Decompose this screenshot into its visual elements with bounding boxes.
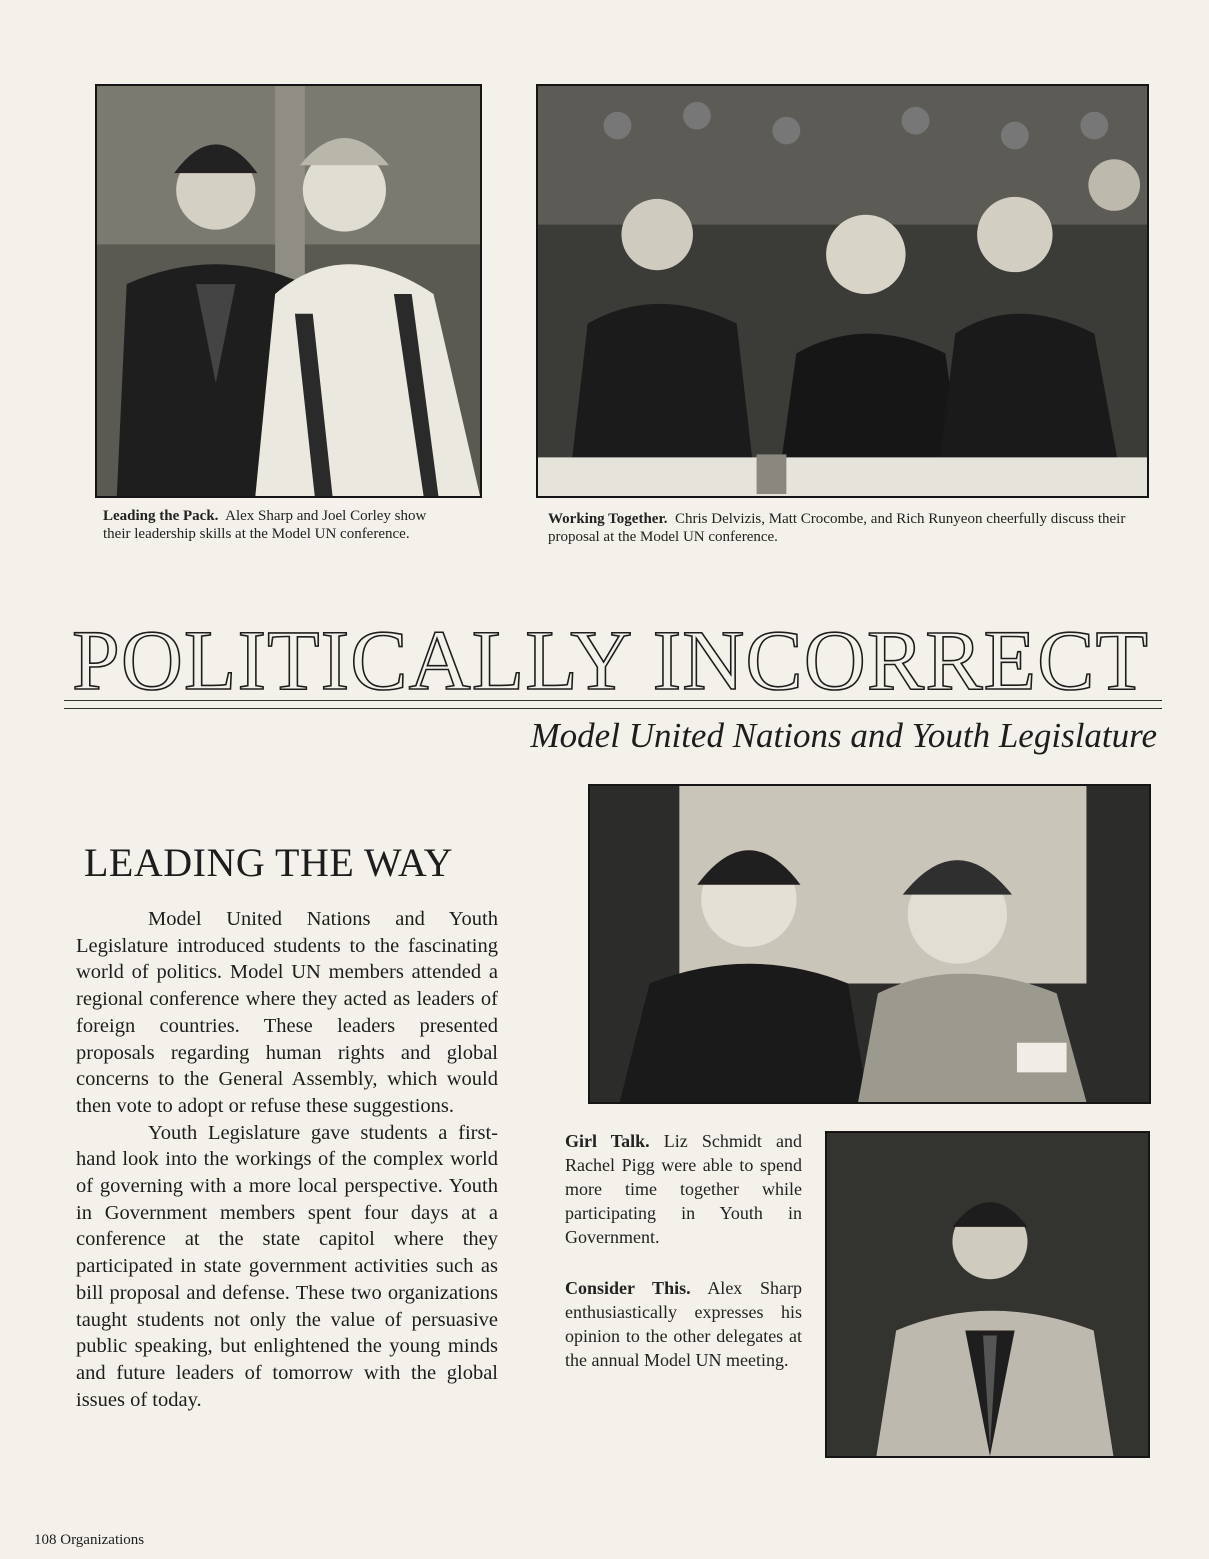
caption-text: Liz Schmidt and Rachel Pigg were able to spend more time together while participating in Youth in Government. — [565, 1131, 802, 1247]
headline-rule-top — [64, 700, 1162, 701]
caption-girl-talk — [565, 1129, 802, 1249]
caption-leading-the-pack — [103, 507, 453, 543]
body-text — [76, 906, 498, 1413]
caption-title: Working Together. — [548, 511, 668, 527]
page-subtitle: Model United Nations and Youth Legislature — [530, 716, 1157, 755]
page-folio: 108 Organizations — [34, 1532, 145, 1548]
caption-working-together — [548, 510, 1148, 546]
headline-rule-bottom — [64, 708, 1162, 709]
caption-title: Consider This. — [565, 1278, 691, 1298]
caption-text: Chris Delvizis, Matt Crocombe, and Rich Runyeon cheerfully discuss their proposal at the Model UN conference. — [548, 511, 1126, 545]
photo-working-together — [536, 84, 1149, 498]
caption-title: Leading the Pack. — [103, 508, 219, 524]
caption-consider-this — [565, 1276, 802, 1372]
caption-title: Girl Talk. — [565, 1131, 650, 1151]
caption-text: Alex Sharp enthusiastically expresses his opinion to the other delegates at the annual Model UN meeting. — [565, 1278, 802, 1370]
body-paragraph: Model United Nations and Youth Legislature introduced students to the fascinating world of politics. Model UN members attended a regional conference where they acted as leaders of foreign countries. These leaders presented proposals regarding human rights and global concerns to the General Assembly, which would then vote to adopt or refuse these suggestions. — [76, 908, 498, 1117]
caption-text: Alex Sharp and Joel Corley show their leadership skills at the Model UN conference. — [103, 508, 427, 542]
photo-consider-this — [825, 1131, 1150, 1458]
page-headline: POLITICALLY INCORRECT — [72, 612, 1149, 708]
photo-girl-talk — [588, 784, 1151, 1104]
body-paragraph: Youth Legislature gave students a first-hand look into the workings of the complex world of governing with a more local perspective. Youth in Government members spent four days at a conference at the state capitol where they participated in state government activities such as bill proposal and defense. These two organizations taught students not only the value of persuasive public speaking, but enlightened the young minds and future leaders of tomorrow with the global issues of today. — [76, 1121, 498, 1411]
photo-leading-the-pack — [95, 84, 482, 498]
section-heading: LEADING THE WAY — [84, 840, 453, 885]
